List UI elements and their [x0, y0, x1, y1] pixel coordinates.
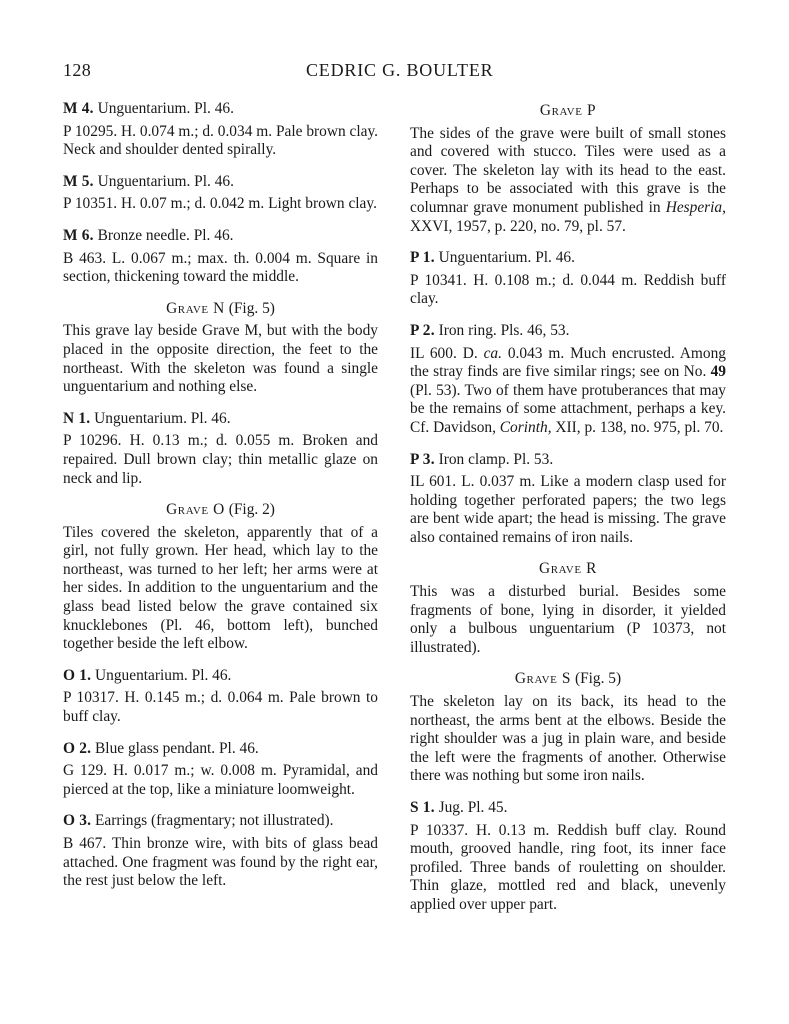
catalog-entry-o2 — [63, 740, 378, 800]
entry-description — [410, 345, 726, 438]
catalog-entry-p3 — [410, 451, 726, 548]
catalog-entry-p1 — [410, 249, 726, 309]
grave-label: Grave S — [514, 670, 572, 688]
entry-description: IL 601. L. 0.037 m. Like a modern clasp used for holding together perforated papers; the two legs are bent wide apart; the head is missing. The grave also contained remains of iron nails. — [410, 473, 726, 546]
left-column — [63, 100, 378, 904]
entry-title: Unguentarium. Pl. 46. — [97, 100, 234, 117]
entry-description: P 10341. H. 0.108 m.; d. 0.044 m. Reddish buff clay. — [410, 271, 726, 308]
page-header — [63, 60, 729, 84]
entry-id: N 1. — [63, 409, 91, 427]
grave-figure-ref: (Fig. 2) — [228, 501, 275, 519]
catalog-entry-o1 — [63, 667, 378, 727]
publication-title: Corinth — [499, 418, 548, 436]
entry-description: P 10337. H. 0.13 m. Reddish buff clay. Round mouth, grooved handle, ring foot, its inner face profiled. Three bands of rouletting on shoulder. Thin glaze, mottled red and black, unevenly applied over upper part. — [410, 821, 726, 913]
entry-description: B 467. Thin bronze wire, with bits of glass bead attached. One fragment was found by the right ear, the rest just below the left. — [63, 835, 378, 890]
grave-heading-p — [410, 102, 726, 121]
entry-description: P 10351. H. 0.07 m.; d. 0.042 m. Light brown clay. — [63, 195, 377, 213]
catalog-entry-m5 — [63, 173, 378, 214]
grave-label: Grave O — [166, 501, 225, 519]
catalog-entry-o3 — [63, 812, 378, 890]
entry-title: Iron ring. Pls. 46, 53. — [438, 321, 570, 339]
entry-id: S 1. — [410, 799, 435, 816]
cross-reference-number: 49 — [710, 363, 726, 381]
entry-description: P 10296. H. 0.13 m.; d. 0.055 m. Broken and repaired. Dull brown clay; thin metallic glaze on neck and lip. — [63, 432, 378, 487]
grave-heading-r — [410, 560, 726, 579]
grave-description-r: This was a disturbed burial. Besides some fragments of bone, lying in disorder, it yielded only a bulbous unguentarium (P 10373, not illustrated). — [410, 583, 726, 656]
grave-description-o: Tiles covered the skeleton, apparently that of a girl, not fully grown. Her head, which lay to the northeast, was turned to her left; her arms were at her sides. In addition to the unguentarium and the glass bead listed below the grave contained six knucklebones (Pl. 46, bottom left), bunched together beside the left elbow. — [63, 523, 378, 653]
entry-description: G 129. H. 0.017 m.; w. 0.008 m. Pyramidal, and pierced at the top, like a miniature loomweight. — [63, 762, 378, 798]
circa-abbrev: ca. — [483, 344, 502, 362]
entry-title: Bronze needle. Pl. 46. — [97, 226, 234, 244]
grave-heading-n — [63, 300, 378, 319]
grave-description-p — [410, 125, 726, 237]
entry-id: P 1. — [410, 249, 435, 267]
journal-title: Hesperia — [665, 198, 723, 216]
grave-label: Grave P — [539, 102, 597, 119]
entry-id: M 4. — [63, 100, 94, 117]
page-number: 128 — [63, 60, 92, 80]
catalog-entry-n1 — [63, 410, 378, 488]
catalog-entry-m6 — [63, 227, 378, 287]
citation: , XXVI, 1957, p. 220, no. 79, pl. 57. — [410, 198, 726, 235]
catalog-entry-s1 — [410, 799, 726, 915]
entry-title: Unguentarium. Pl. 46. — [94, 409, 231, 427]
grave-figure-ref: (Fig. 5) — [574, 670, 622, 688]
grave-figure-ref: (Fig. 5) — [228, 299, 275, 317]
entry-title: Unguentarium. Pl. 46. — [97, 172, 234, 190]
right-column — [410, 100, 726, 928]
grave-description-n: This grave lay beside Grave M, but with the body placed in the opposite direction, the feet to the northeast. With the skeleton was found a single unguentarium and nothing else. — [63, 322, 378, 396]
entry-title: Unguentarium. Pl. 46. — [438, 249, 575, 267]
desc-part: , XII, p. 138, no. 975, pl. 70. — [547, 418, 724, 436]
entry-id: M 6. — [63, 226, 94, 244]
entry-description: P 10317. H. 0.145 m.; d. 0.064 m. Pale brown to buff clay. — [63, 689, 378, 726]
running-head: CEDRIC G. BOULTER — [306, 60, 494, 80]
grave-label: Grave R — [539, 560, 597, 578]
catalog-entry-m4 — [63, 100, 378, 160]
grave-heading-s — [410, 670, 726, 689]
entry-id: O 2. — [63, 739, 92, 757]
desc-part: (Pl. 53). Two of them have protuberances that may be the remains of some attachment, perhaps a key. Cf. Davidson, — [410, 381, 726, 436]
grave-text: The sides of the grave were built of small stones and covered with stucco. Tiles were used as a cover. The skeleton lay with its head to the east. Perhaps to be associated with this grave is the columnar grave monument published in — [410, 124, 726, 216]
grave-description-s: The skeleton lay on its back, its head to the northeast, the arms bent at the elbows. Beside the right shoulder was a jug in plain ware, and beside the left were the fragments of another. Otherwise there was nothing but some iron nails. — [410, 693, 726, 785]
grave-label: Grave N — [166, 299, 225, 317]
entry-title: Iron clamp. Pl. 53. — [438, 450, 554, 468]
entry-id: O 1. — [63, 666, 92, 684]
entry-title: Jug. Pl. 45. — [438, 799, 508, 816]
entry-id: M 5. — [63, 172, 94, 190]
desc-part: IL 600. D. — [410, 344, 478, 362]
entry-id: O 3. — [63, 812, 92, 830]
entry-description: B 463. L. 0.067 m.; max. th. 0.004 m. Square in section, thickening toward the middle. — [63, 249, 378, 286]
desc-part: 0.043 m. Much encrusted. Among the stray finds are five similar rings; see on No. — [410, 344, 726, 381]
entry-title: Blue glass pendant. Pl. 46. — [95, 739, 259, 757]
entry-title: Earrings (fragmentary; not illustrated). — [95, 812, 334, 830]
entry-description: P 10295. H. 0.074 m.; d. 0.034 m. Pale brown clay. Neck and shoulder dented spirally. — [63, 122, 378, 159]
grave-heading-o — [63, 501, 378, 520]
catalog-entry-p2 — [410, 322, 726, 438]
entry-id: P 2. — [410, 321, 435, 339]
entry-id: P 3. — [410, 450, 435, 468]
entry-title: Unguentarium. Pl. 46. — [95, 666, 232, 684]
